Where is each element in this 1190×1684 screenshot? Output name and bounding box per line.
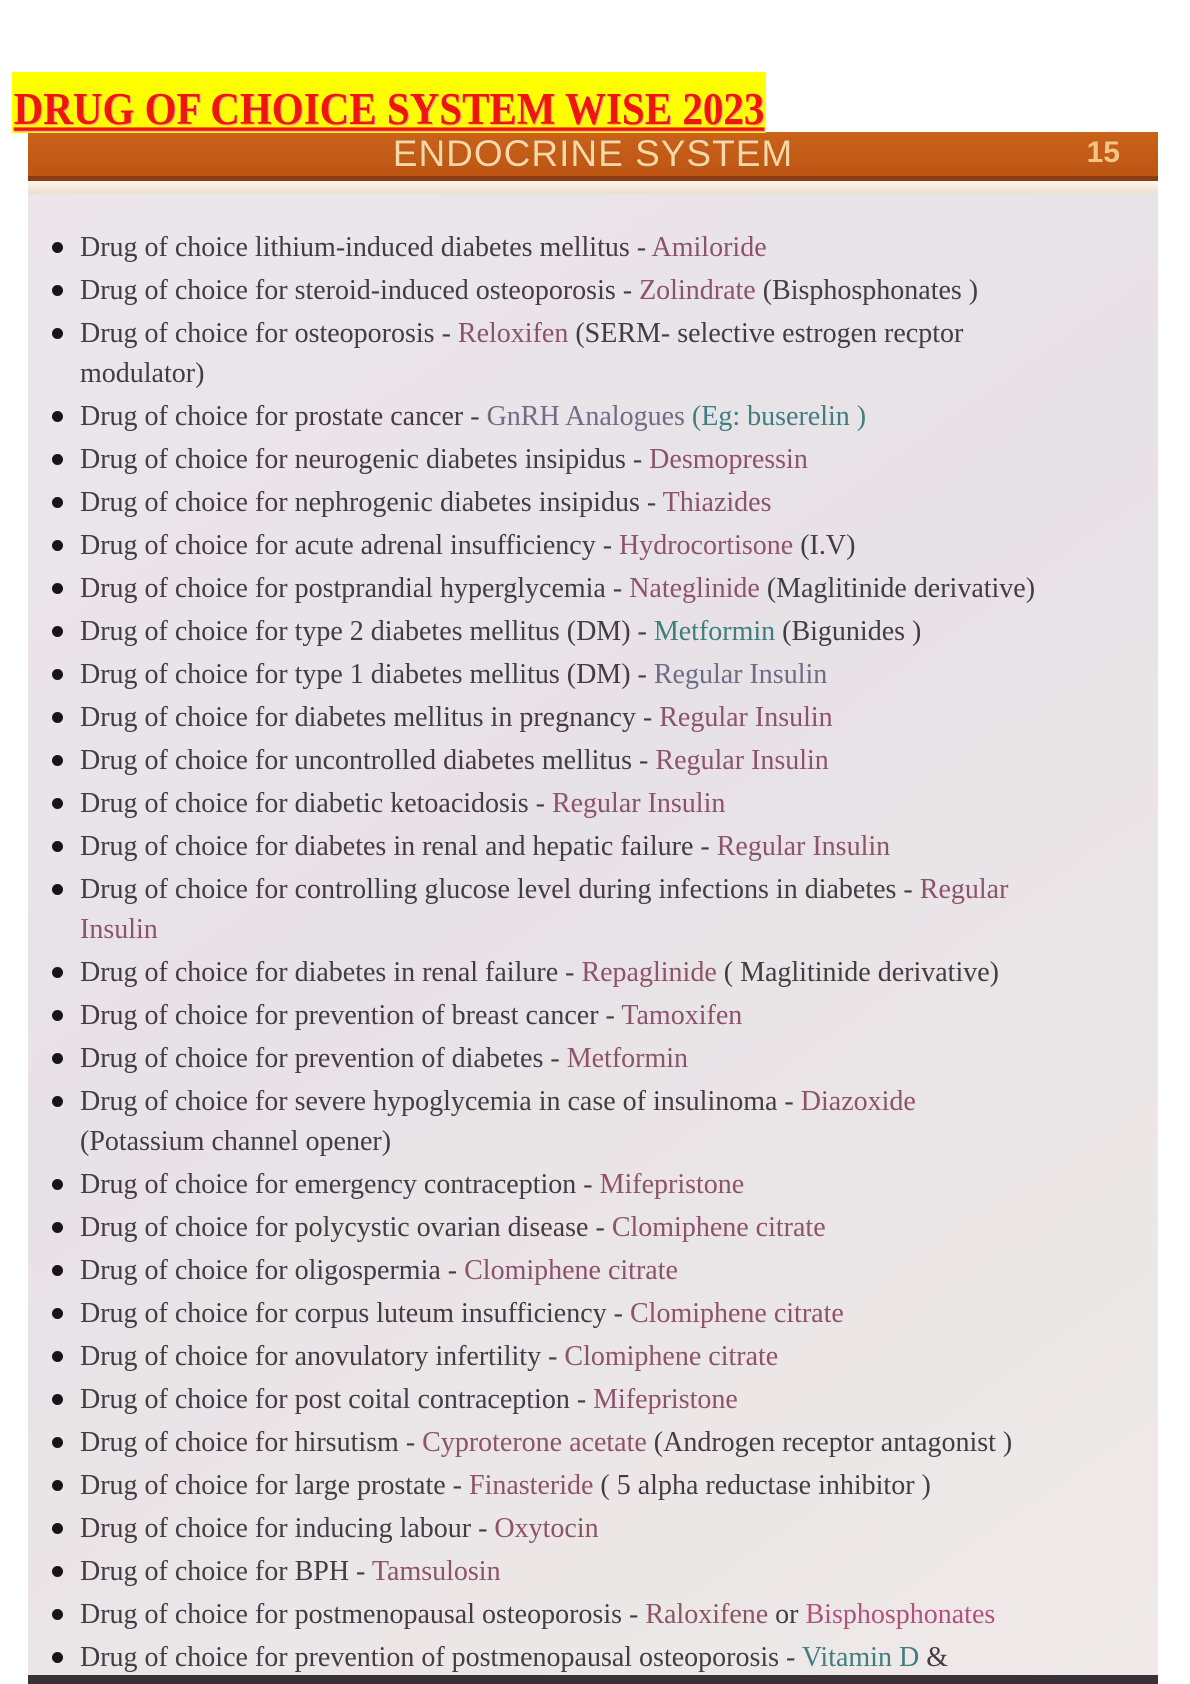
drug-name: Clomiphene citrate xyxy=(464,1255,678,1286)
drug-name: Zolindrate xyxy=(639,275,756,306)
item-text: (Androgen receptor antagonist ) xyxy=(646,1427,1013,1458)
bullet-icon xyxy=(52,884,63,895)
drug-name: (Eg: buserelin ) xyxy=(684,401,867,432)
item-text: Drug of choice for BPH - xyxy=(80,1556,372,1587)
item-text: Drug of choice for diabetic ketoacidosis - xyxy=(80,788,552,819)
list-item xyxy=(44,314,1144,394)
banner-title: DRUG OF CHOICE SYSTEM WISE 2023 xyxy=(13,82,765,135)
drug-name: Mifepristone xyxy=(593,1384,738,1415)
item-text: Drug of choice for diabetes in renal failure - xyxy=(80,957,582,988)
list-item xyxy=(44,1337,1144,1377)
item-text: or xyxy=(768,1599,806,1630)
item-text: Drug of choice for postprandial hyperglycemia - xyxy=(80,573,630,604)
drug-name: Regular Insulin xyxy=(655,745,829,776)
bullet-icon xyxy=(52,540,63,551)
drug-name: Oxytocin xyxy=(494,1513,599,1544)
list-item xyxy=(44,655,1144,695)
bullet-icon xyxy=(52,497,63,508)
drug-name: Tamsulosin xyxy=(371,1556,501,1587)
list-item xyxy=(44,1165,1144,1205)
list-item xyxy=(44,1294,1144,1334)
bullet-icon xyxy=(52,583,63,594)
bullet-icon xyxy=(52,626,63,637)
bullet-icon xyxy=(52,1523,63,1534)
item-text: Drug of choice for type 1 diabetes mellitus (DM) - xyxy=(80,659,654,690)
list-item xyxy=(44,1251,1144,1291)
list-item xyxy=(44,612,1144,652)
item-text: Drug of choice for post coital contraception - xyxy=(80,1384,594,1415)
item-text: Drug of choice for acute adrenal insufficiency - xyxy=(80,530,620,561)
drug-name: Thiazides xyxy=(662,487,772,518)
bullet-icon xyxy=(52,1437,63,1448)
item-text: (Potassium channel opener) xyxy=(80,1126,392,1157)
photo-bottom-edge xyxy=(28,1675,1158,1684)
drug-name: Insulin xyxy=(80,914,158,945)
list-item xyxy=(44,996,1144,1036)
list-item xyxy=(44,698,1144,738)
item-text: Drug of choice for large prostate - xyxy=(80,1470,469,1501)
item-text: Drug of choice for steroid-induced osteoporosis - xyxy=(80,275,640,306)
bullet-icon xyxy=(52,1179,63,1190)
drug-name: Finasteride xyxy=(469,1470,594,1501)
item-text: (Bisphosphonates ) xyxy=(755,275,979,306)
item-text: ( 5 alpha reductase inhibitor ) xyxy=(593,1470,931,1501)
list-item xyxy=(44,1466,1144,1506)
document-sheet xyxy=(28,132,1158,1684)
item-text: Drug of choice for prevention of breast cancer - xyxy=(80,1000,622,1031)
item-text: Drug of choice for emergency contraception - xyxy=(80,1169,600,1200)
drug-name: GnRH Analogues xyxy=(486,401,685,432)
list-item xyxy=(44,1423,1144,1463)
item-text: (I.V) xyxy=(793,530,856,561)
item-text: ( Maglitinide derivative) xyxy=(716,957,999,988)
drug-name: Bisphosphonates xyxy=(805,1599,996,1630)
list-item xyxy=(44,953,1144,993)
bullet-icon xyxy=(52,411,63,422)
item-text: Drug of choice for prevention of diabetes - xyxy=(80,1043,567,1074)
bullet-icon xyxy=(52,755,63,766)
list-item xyxy=(44,483,1144,523)
drug-name: Raloxifene xyxy=(645,1599,769,1630)
list-item xyxy=(44,784,1144,824)
bullet-icon xyxy=(52,967,63,978)
list-item xyxy=(44,1380,1144,1420)
bullet-icon xyxy=(52,1652,63,1663)
drug-name: Regular Insulin xyxy=(659,702,833,733)
list-item xyxy=(44,1638,1144,1678)
list-item xyxy=(44,870,1144,950)
bullet-icon xyxy=(52,841,63,852)
item-text: Drug of choice for diabetes mellitus in pregnancy - xyxy=(80,702,660,733)
list-item xyxy=(44,526,1144,566)
item-text: Drug of choice for prostate cancer - xyxy=(80,401,487,432)
drug-name: Clomiphene citrate xyxy=(611,1212,826,1243)
list-item xyxy=(44,271,1144,311)
list-item xyxy=(44,440,1144,480)
item-text: Drug of choice for anovulatory infertility - xyxy=(80,1341,565,1372)
list-item xyxy=(44,827,1144,867)
bullet-icon xyxy=(52,328,63,339)
drug-name: Repaglinide xyxy=(581,957,717,988)
item-text: Drug of choice for nephrogenic diabetes insipidus - xyxy=(80,487,663,518)
drug-name: Amiloride xyxy=(651,232,767,263)
drug-name: Diazoxide xyxy=(800,1086,916,1117)
item-text: Drug of choice for prevention of postmenopausal osteoporosis - xyxy=(80,1642,802,1673)
drug-name: Regular xyxy=(919,874,1009,905)
drug-name: Metformin xyxy=(653,616,776,647)
bullet-icon xyxy=(52,1265,63,1276)
item-text: Drug of choice for diabetes in renal and hepatic failure - xyxy=(80,831,717,862)
drug-name: Regular Insulin xyxy=(716,831,891,862)
title-banner xyxy=(12,72,766,133)
drug-name: Reloxifen xyxy=(457,318,569,349)
drug-name: Cyproterone acetate xyxy=(422,1427,647,1458)
drug-list xyxy=(28,194,1158,1678)
drug-name: Tamoxifen xyxy=(621,1000,743,1031)
item-text: (Maglitinide derivative) xyxy=(759,573,1036,604)
drug-name: Clomiphene citrate xyxy=(564,1341,779,1372)
bullet-icon xyxy=(52,1609,63,1620)
bullet-icon xyxy=(52,1480,63,1491)
bullet-icon xyxy=(52,712,63,723)
drug-name: Nateglinide xyxy=(629,573,760,604)
item-text: Drug of choice for oligospermia - xyxy=(80,1255,465,1286)
list-item xyxy=(44,1208,1144,1248)
section-title: ENDOCRINE SYSTEM xyxy=(392,133,794,174)
page-number: 15 xyxy=(1086,136,1120,169)
list-item xyxy=(44,228,1144,268)
bullet-icon xyxy=(52,1351,63,1362)
bullet-icon xyxy=(52,454,63,465)
drug-name: Vitamin D xyxy=(801,1642,920,1673)
item-text: (Bigunides ) xyxy=(775,616,922,647)
list-item xyxy=(44,1509,1144,1549)
item-text: Drug of choice for severe hypoglycemia in case of insulinoma - xyxy=(80,1086,801,1117)
bullet-icon xyxy=(52,1308,63,1319)
item-text: Drug of choice for uncontrolled diabetes mellitus - xyxy=(80,745,656,776)
drug-name: Metformin xyxy=(566,1043,689,1074)
list-item xyxy=(44,1082,1144,1162)
bullet-icon xyxy=(52,1566,63,1577)
section-header xyxy=(28,132,1158,181)
item-text: Drug of choice for corpus luteum insufficiency - xyxy=(80,1298,630,1329)
drug-name: Regular Insulin xyxy=(653,659,828,690)
list-item xyxy=(44,397,1144,437)
bullet-icon xyxy=(52,1096,63,1107)
item-text: Drug of choice for neurogenic diabetes insipidus - xyxy=(80,444,650,475)
drug-name: Hydrocortisone xyxy=(619,530,794,561)
bullet-icon xyxy=(52,1053,63,1064)
bullet-icon xyxy=(52,285,63,296)
bullet-icon xyxy=(52,1010,63,1021)
list-item xyxy=(44,569,1144,609)
item-text: Drug of choice lithium-induced diabetes mellitus - xyxy=(80,232,652,263)
item-text: & xyxy=(919,1642,948,1673)
item-text: Drug of choice for inducing labour - xyxy=(80,1513,495,1544)
item-text: Drug of choice for type 2 diabetes mellitus (DM) - xyxy=(80,616,654,647)
item-text: Drug of choice for osteoporosis - xyxy=(80,318,458,349)
item-text: modulator) xyxy=(80,358,205,389)
header-gradient-strip xyxy=(28,181,1158,194)
list-item xyxy=(44,1039,1144,1079)
bullet-icon xyxy=(52,798,63,809)
list-item xyxy=(44,1552,1144,1592)
item-text: Drug of choice for hirsutism - xyxy=(80,1427,423,1458)
drug-name: Mifepristone xyxy=(599,1169,745,1200)
item-text: Drug of choice for postmenopausal osteoporosis - xyxy=(80,1599,646,1630)
bullet-icon xyxy=(52,1394,63,1405)
drug-name: Clomiphene citrate xyxy=(629,1298,844,1329)
item-text: Drug of choice for controlling glucose level during infections in diabetes - xyxy=(80,874,920,905)
bullet-icon xyxy=(52,1222,63,1233)
item-text: Drug of choice for polycystic ovarian disease - xyxy=(80,1212,612,1243)
list-item xyxy=(44,741,1144,781)
bullet-icon xyxy=(52,669,63,680)
drug-name: Desmopressin xyxy=(649,444,808,475)
item-text: (SERM- selective estrogen recptor xyxy=(568,318,964,349)
bullet-icon xyxy=(52,242,63,253)
list-item xyxy=(44,1595,1144,1635)
drug-name: Regular Insulin xyxy=(551,788,726,819)
